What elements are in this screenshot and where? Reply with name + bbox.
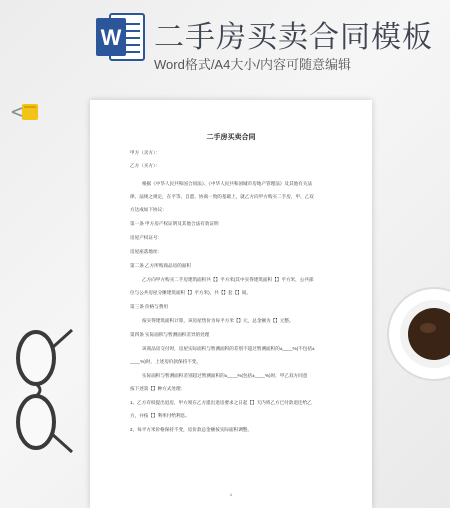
document-title: 二手房买卖合同 <box>206 134 256 141</box>
document-line: ____%)时，上述房价款保持不变。 <box>130 359 201 364</box>
document-line: 1、乙方有权提出退房，甲方须在乙方提出退房要求之日起【】天内将乙方已付款退还给乙 <box>130 400 312 405</box>
document-line: 第一条 甲方房产权证明及其他合法有效证明 <box>130 221 219 226</box>
document-line: 2、每平方米价格保持不变，房价款总金额按实际面积调整。 <box>130 427 252 432</box>
document-line: 房屋座落地址： <box>130 249 163 254</box>
document-line: 第四条 实际面积与暂测面积差异的处理 <box>130 332 210 337</box>
document-line: 甲方（卖方）： <box>130 150 160 155</box>
document-line: 律、法规之规定，在平等、自愿、协商一致的基础上，就乙方向甲方购买二手房，甲、乙双 <box>130 194 314 199</box>
document-line: 乙方（买方）： <box>130 163 160 168</box>
word-logo-letter: W <box>100 25 122 50</box>
document-line: 方达成如下协议： <box>130 207 167 212</box>
document-line: 按实得建筑面积计算，该房屋售价为每平方米【】元，总金额为【】元整。 <box>142 318 294 323</box>
document-line: 该商品房交付时，房屋实际面积与暂测面积的差别不超过暂测面积的±____%(不包括± <box>142 346 315 351</box>
document-line: 根据《中华人民共和国合同法》、《中华人民共和国城市房地产管理法》及其他有关法 <box>142 181 312 186</box>
document-line: 位与公共房屋分摊建筑面积【】平方米)，共【】套【】间。 <box>130 290 251 295</box>
page-title: 二手房买卖合同模板 <box>154 21 433 54</box>
document-line: 第三条 价格与费用 <box>130 304 169 309</box>
document-line: 按下述第【】种方式处理： <box>130 386 186 391</box>
document-line: 方，并按【】利率付给利息。 <box>130 413 190 418</box>
eyeglasses-icon <box>6 318 76 458</box>
document-page <box>90 100 372 508</box>
header <box>96 6 433 76</box>
document-line: 房屋产权证号： <box>130 235 163 240</box>
document-line: 第二条 乙方所购商品房的面积 <box>130 263 191 268</box>
page-number: 1 <box>229 492 233 497</box>
coffee-cup-icon <box>386 286 450 382</box>
word-logo-icon <box>96 10 146 64</box>
document-line: 实际面积与暂测面积差别超过暂测面积的±____%(包括±____%)时，甲乙双方同意 <box>142 373 308 378</box>
page-subtitle: Word格式/A4大小/内容可随意编辑 <box>154 57 351 72</box>
binder-clip-icon <box>10 102 40 122</box>
document-line: 乙方向甲方购买二手房建筑面积共【】平方米(其中实得建筑面积【】平方米，公共部 <box>142 277 314 282</box>
